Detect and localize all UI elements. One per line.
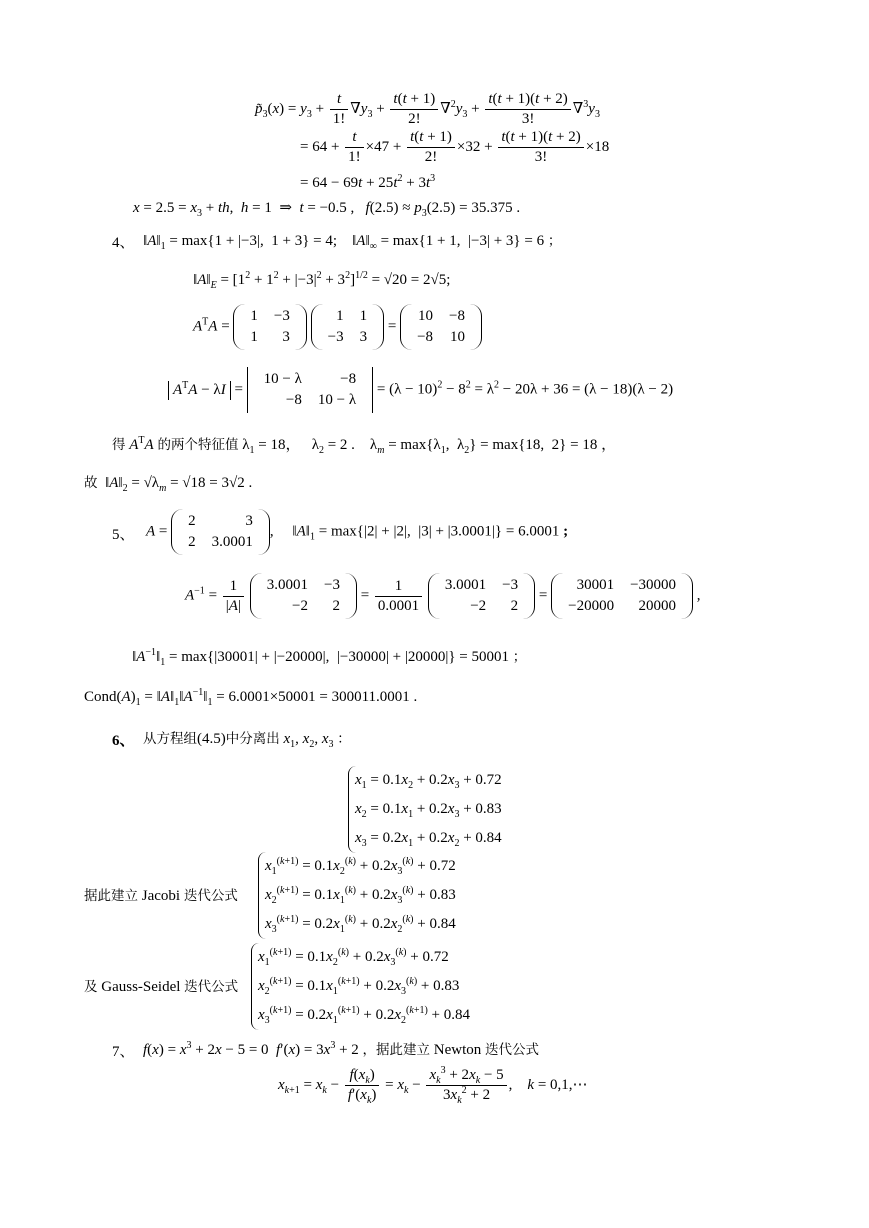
jacobi-row-3: $x_3^{(k+1)} = 0.2x_1^{(k)} + 0.2x_2^{(k)} + 0.84$	[265, 914, 456, 935]
equation-system	[348, 766, 502, 853]
section-6-intro: 从方程组(4.5)中分离出 $x_1$, $x_2$, $x_3$ ：	[143, 731, 351, 750]
section-7-number: 7、	[112, 1044, 135, 1060]
eq-spectral-norm: 故 $‖A‖_2 = √\lambda_m = √18 = 3√2$ .	[84, 475, 253, 494]
eq-condition-number: $Cond(A)_1$ = $‖A‖_1‖A^{-1}‖_1 = 6.0001\times 50001 = 300011.0001$ .	[84, 687, 418, 708]
jacobi-label: 据此建立 Jacobi 迭代公式	[84, 888, 238, 904]
jacobi-row-2: $x_2^{(k+1)} = 0.1x_1^{(k)} + 0.2x_3^{(k)} + 0.83$	[265, 885, 456, 906]
gauss-seidel-formula	[251, 943, 470, 1030]
system-row-1: $x_1 = 0.1x_2 + 0.2x_3 + 0.72$	[355, 772, 502, 791]
eq-inverse-norm: $‖A^{-1}‖_1 = \max\{|30001| + |-20000|$, |−30000| + |20000|} = 50001 ；	[132, 647, 527, 668]
eq-p3-substituted: = 64 + $\frac{t}{1!}$ ×47 + $\frac{t(t + 1)}{2!}$ ×32 + $\frac{t(t + 1)(t + 2)}{3!}$ ×18	[300, 129, 610, 165]
eigenvalues-line: 得 $A^TA$ 的两个特征值 $\lambda_1 = 18$， $\lambda_2 = 2$ . $\lambda_m = \max\{\lambda_1$, $\lambda_2\} = \max\{18$, 2} = 18 ，	[112, 435, 617, 456]
section-6-number: 6、	[112, 733, 135, 749]
eq-inverse-matrix: $A^{-1}$ = $\frac{1}{|A|}$ 3.0001 −3 −2 2 = $\frac{1}{0.0001}$ 3.0001 −3 −2 2 = 30001 −30000 −20000 20000 ,	[185, 573, 701, 619]
section-5-number: 5、	[112, 527, 135, 543]
jacobi-row-1: $x_1^{(k+1)} = 0.1x_2^{(k)} + 0.2x_3^{(k)} + 0.72$	[265, 856, 456, 877]
gs-row-1: $x_1^{(k+1)} = 0.1x_2^{(k)} + 0.2x_3^{(k)} + 0.72$	[258, 947, 449, 968]
system-row-3: $x_3 = 0.2x_1 + 0.2x_2 + 0.84$	[355, 830, 502, 849]
eq-characteristic-polynomial: $A^TA - \lambda I = 10 - \lambda$ −8 −8 $10 - \lambda = (\lambda - 10)^2 - 8^2 = \lambda^2 - 20\lambda + 36 = (\lambda - 18)(\lambda - 2)$	[168, 367, 673, 413]
gauss-seidel-label: 及 Gauss-Seidel 迭代公式	[84, 979, 239, 995]
section-4-number: 4、	[112, 235, 135, 251]
gs-row-3: $x_3^{(k+1)} = 0.2x_1^{(k+1)} + 0.2x_2^{(k+1)} + 0.84$	[258, 1005, 471, 1026]
eq-matrix-a-and-norm: A = 2 3 2 3.0001, $‖A‖_1 = \max\{|2| + |2|$, |3| + |3.0001|} = 6.0001 ;	[146, 509, 568, 555]
eq-newton-iteration: $x_{k+1} = x_k$ − $\frac{f(x_k)}{f'(x_k)}$ = $x_k$ − $\frac{x_k^3 + 2x_k - 5}{3x_k^2 + 2}$ , k = 0,1,⋯	[278, 1065, 588, 1106]
gs-row-2: $x_2^{(k+1)} = 0.1x_1^{(k+1)} + 0.2x_3^{(k)} + 0.83$	[258, 976, 460, 997]
eq-frobenius-norm: $‖A‖_E = [1^2 + 1^2 + |-3|^2 + 3^2]^{1/2} = √20 = 2√5$;	[193, 270, 451, 291]
section-7-equation: $f(x) = x^3 + 2x - 5 = 0$ $f'(x) = 3x^3 + 2$ ，据此建立 Newton 迭代公式	[143, 1040, 540, 1058]
eq-p3-definition: $p̃_3(x) = y_3$ + $\frac{t}{1!}$ $\nabla y_3$ + $\frac{t(t + 1)}{2!}$ $\nabla^2y_3$ + $\frac{t(t + 1)(t + 2)}{3!}$ $\nabla^3y_3$	[255, 91, 600, 127]
eq-p3-evaluation: $x = 2.5 = x_3$ + th, h = 1 ⇒ t = −0.5 , $f(2.5) \approx p_3(2.5) = 35.375$ .	[133, 200, 521, 219]
system-row-2: $x_2 = 0.1x_1 + 0.2x_3 + 0.83$	[355, 801, 502, 820]
eq-norm-1-and-inf: $‖A‖_1 = \max\{1 + |-3|$, 1 + 3} = 4; $‖A‖_\infty = \max\{1 + 1$, |−3| + 3} = 6 ；	[143, 233, 562, 252]
eq-ata-product: $A^TA = 1$ −3 1 3 1 1 −3 3 = 10 −8 −8 10	[193, 304, 482, 350]
eq-p3-polynomial: = $64 - 69t + 25t^2 + 3t^3$	[300, 173, 436, 191]
jacobi-formula	[258, 852, 456, 939]
